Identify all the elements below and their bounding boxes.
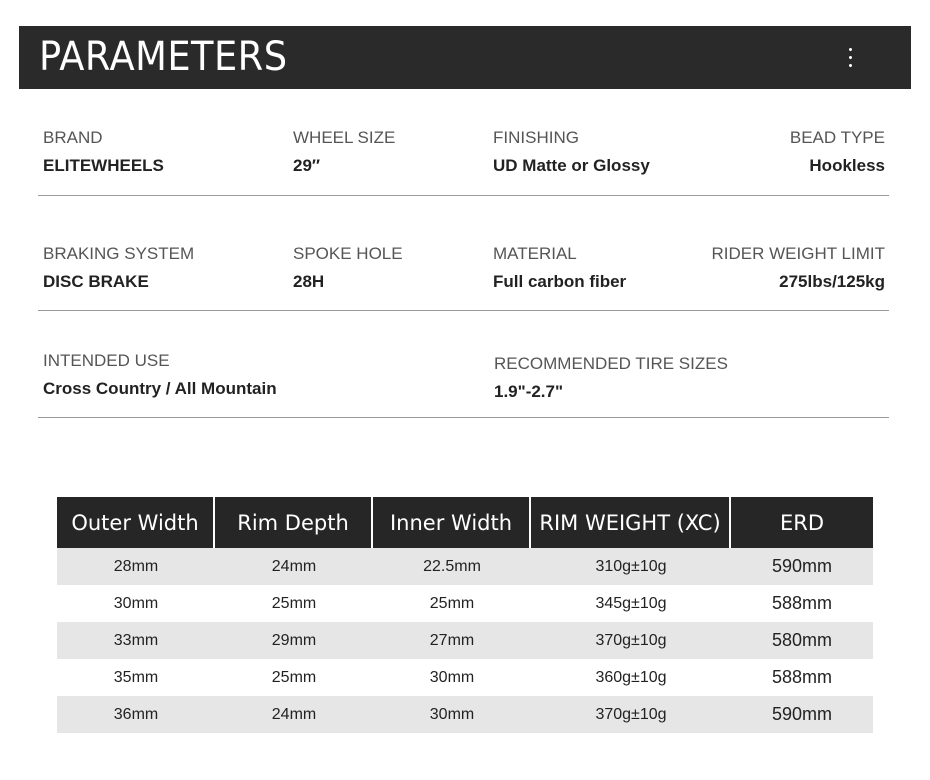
menu-dot [849,64,852,67]
param-tire-sizes [494,354,728,402]
table-cell: 25mm [215,659,373,696]
table-cell: 360g±10g [531,659,731,696]
table-cell: 370g±10g [531,622,731,659]
menu-dot [849,48,852,51]
table-cell: 22.5mm [373,548,531,585]
table-row [57,585,873,622]
param-intended-use [43,351,277,399]
table-cell: 580mm [731,622,873,659]
param-row-2 [38,244,889,311]
column-header: Rim Depth [215,497,373,548]
table-cell: 25mm [215,585,373,622]
param-value: Cross Country / All Mountain [43,379,277,398]
table-row [57,696,873,733]
table-cell: 36mm [57,696,215,733]
parameters-header [19,26,911,89]
table-cell: 370g±10g [531,696,731,733]
param-spoke-hole [293,244,403,292]
table-cell: 30mm [373,696,531,733]
table-row [57,548,873,585]
table-cell: 30mm [373,659,531,696]
param-braking-system [43,244,194,292]
param-label: WHEEL SIZE [293,128,396,147]
column-header: ERD [731,497,873,548]
param-label: INTENDED USE [43,351,170,370]
param-material [493,244,626,292]
table-cell: 25mm [373,585,531,622]
param-label: SPOKE HOLE [293,244,403,263]
param-value: Full carbon fiber [493,272,627,291]
table-cell: 33mm [57,622,215,659]
table-cell: 35mm [57,659,215,696]
param-row-1 [38,128,889,196]
table-cell: 24mm [215,696,373,733]
param-label: MATERIAL [493,244,577,263]
param-value: UD Matte or Glossy [493,156,650,175]
table-cell: 30mm [57,585,215,622]
param-label: FINISHING [493,128,579,147]
param-finishing [493,128,650,176]
table-cell: 345g±10g [531,585,731,622]
param-value: Hookless [809,156,885,175]
table-cell: 588mm [731,659,873,696]
param-label: RECOMMENDED TIRE SIZES [494,354,728,373]
param-bead-type [790,128,885,176]
rim-spec-table [57,497,873,733]
param-row-3 [38,351,889,418]
param-rider-weight-limit [712,244,885,292]
column-header: RIM WEIGHT (XC) [531,497,731,548]
param-label: RIDER WEIGHT LIMIT [711,244,885,263]
table-cell: 588mm [731,585,873,622]
table-cell: 24mm [215,548,373,585]
menu-dot [849,56,852,59]
param-value: 275lbs/125kg [779,272,885,291]
table-cell: 27mm [373,622,531,659]
column-header: Outer Width [57,497,215,548]
param-value: 28H [293,272,325,291]
table-cell: 29mm [215,622,373,659]
column-header: Inner Width [373,497,531,548]
more-vertical-icon[interactable] [845,44,855,70]
param-value: DISC BRAKE [43,272,149,291]
param-brand [43,128,164,176]
param-label: BRAKING SYSTEM [43,244,195,263]
table-cell: 310g±10g [531,548,731,585]
param-label: BEAD TYPE [789,128,885,147]
param-value: ELITEWHEELS [43,156,164,175]
page-title: PARAMETERS [39,34,288,80]
table-cell: 590mm [731,548,873,585]
param-value: 29″ [293,156,321,175]
table-header-row [57,497,873,548]
table-row [57,622,873,659]
param-wheel-size [293,128,395,176]
param-label: BRAND [43,128,103,147]
param-value: 1.9"-2.7" [494,382,564,401]
table-row [57,659,873,696]
table-cell: 590mm [731,696,873,733]
table-cell: 28mm [57,548,215,585]
